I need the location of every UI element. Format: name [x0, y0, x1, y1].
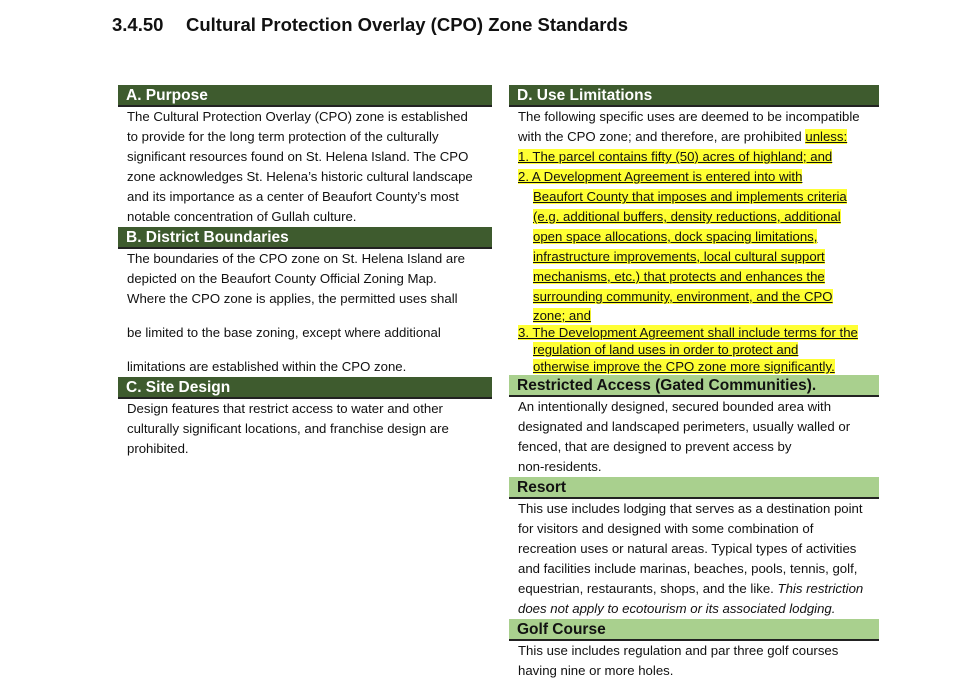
- text-line: The boundaries of the CPO zone on St. Helena Island are: [127, 251, 465, 266]
- left-column: [118, 85, 492, 459]
- text-line: non-residents.: [518, 459, 602, 474]
- text-line: Where the CPO zone is applies, the permitted uses shall: [127, 291, 458, 306]
- highlighted-text: Beaufort County that imposes and implements criteria: [533, 189, 847, 204]
- highlighted-text: 1. The parcel contains fifty (50) acres of highland; and: [518, 149, 833, 164]
- resort-header: Resort: [509, 477, 879, 499]
- text-line: significant resources found on St. Helena Island. The CPO: [127, 149, 469, 164]
- limitation-item-2: [518, 167, 879, 187]
- text-line: This use includes lodging that serves as a destination point: [518, 501, 863, 516]
- purpose-body: [118, 107, 492, 227]
- right-column: [509, 85, 879, 681]
- resort-body: [509, 499, 879, 619]
- text-line: for visitors and designed with some combination of: [518, 521, 814, 536]
- use-limitations-body: [509, 107, 879, 375]
- highlighted-text: regulation of land uses in order to protect and: [533, 342, 799, 357]
- text-line: [518, 127, 879, 147]
- text-line: having nine or more holes.: [518, 663, 674, 678]
- highlighted-text: mechanisms, etc.) that protects and enhances the: [533, 269, 825, 284]
- highlighted-text: zone; and: [533, 308, 591, 323]
- section-number: 3.4.50: [112, 14, 164, 35]
- text-line: limitations are established within the CPO zone.: [127, 359, 407, 374]
- text-line: and its importance as a center of Beaufort County’s most: [127, 189, 459, 204]
- text-line: [518, 307, 879, 324]
- highlighted-text: open space allocations, dock spacing limitations,: [533, 229, 818, 244]
- text-line: [518, 287, 879, 307]
- highlighted-text: infrastructure improvements, local cultural support: [533, 249, 825, 264]
- text-line: The Cultural Protection Overlay (CPO) zone is established: [127, 109, 468, 124]
- text-span: with the CPO zone; and therefore, are prohibited: [518, 129, 806, 144]
- highlighted-text: 2. A Development Agreement is entered into with: [518, 169, 803, 184]
- highlighted-text: unless:: [805, 129, 848, 144]
- text-line: [518, 187, 879, 207]
- text-line: zone acknowledges St. Helena’s historic cultural landscape: [127, 169, 473, 184]
- text-line: An intentionally designed, secured bounded area with: [518, 399, 832, 414]
- text-line: be limited to the base zoning, except where additional: [127, 325, 441, 340]
- text-span: equestrian, restaurants, shops, and the like.: [518, 581, 778, 596]
- section-title: Cultural Protection Overlay (CPO) Zone Standards: [186, 14, 629, 35]
- limitation-item-3: [518, 324, 879, 341]
- site-design-body: [118, 399, 492, 459]
- text-line: culturally significant locations, and franchise design are: [127, 421, 449, 436]
- restricted-access-body: [509, 397, 879, 477]
- text-line: [518, 267, 879, 287]
- highlighted-text: 3. The Development Agreement shall include terms for the: [518, 325, 858, 340]
- italic-text: This restriction: [777, 581, 864, 596]
- district-boundaries-body: [118, 249, 492, 377]
- highlighted-text: otherwise improve the CPO zone more significantly.: [533, 359, 835, 374]
- text-line: to provide for the long term protection of the culturally: [127, 129, 439, 144]
- text-line: The following specific uses are deemed to be incompatible: [518, 109, 860, 124]
- text-line: designated and landscaped perimeters, usually walled or: [518, 419, 851, 434]
- text-line: [518, 227, 879, 247]
- text-line: depicted on the Beaufort County Official Zoning Map.: [127, 271, 437, 286]
- golf-course-header: Golf Course: [509, 619, 879, 641]
- district-boundaries-header: B. District Boundaries: [118, 227, 492, 249]
- text-line: Design features that restrict access to water and other: [127, 401, 443, 416]
- golf-course-body: [509, 641, 879, 681]
- text-line: notable concentration of Gullah culture.: [127, 209, 357, 224]
- text-line: prohibited.: [127, 441, 189, 456]
- text-line: This use includes regulation and par three golf courses: [518, 643, 839, 658]
- highlighted-text: surrounding community, environment, and the CPO: [533, 289, 833, 304]
- page-title: [112, 14, 628, 36]
- use-limitations-header: D. Use Limitations: [509, 85, 879, 107]
- text-line: [518, 247, 879, 267]
- text-line: [518, 207, 879, 227]
- highlighted-text: (e.g. additional buffers, density reductions, additional: [533, 209, 841, 224]
- text-line: [518, 358, 879, 375]
- purpose-header: A. Purpose: [118, 85, 492, 107]
- text-line: [518, 579, 879, 599]
- text-line: and facilities include marinas, beaches, pools, tennis, golf,: [518, 561, 858, 576]
- site-design-header: C. Site Design: [118, 377, 492, 399]
- text-line: [518, 341, 879, 358]
- text-line: recreation uses or natural areas. Typical types of activities: [518, 541, 857, 556]
- restricted-access-header: Restricted Access (Gated Communities).: [509, 375, 879, 397]
- text-line: fenced, that are designed to prevent access by: [518, 439, 792, 454]
- limitation-item-1: [518, 147, 879, 167]
- text-line: does not apply to ecotourism or its associated lodging.: [518, 601, 836, 616]
